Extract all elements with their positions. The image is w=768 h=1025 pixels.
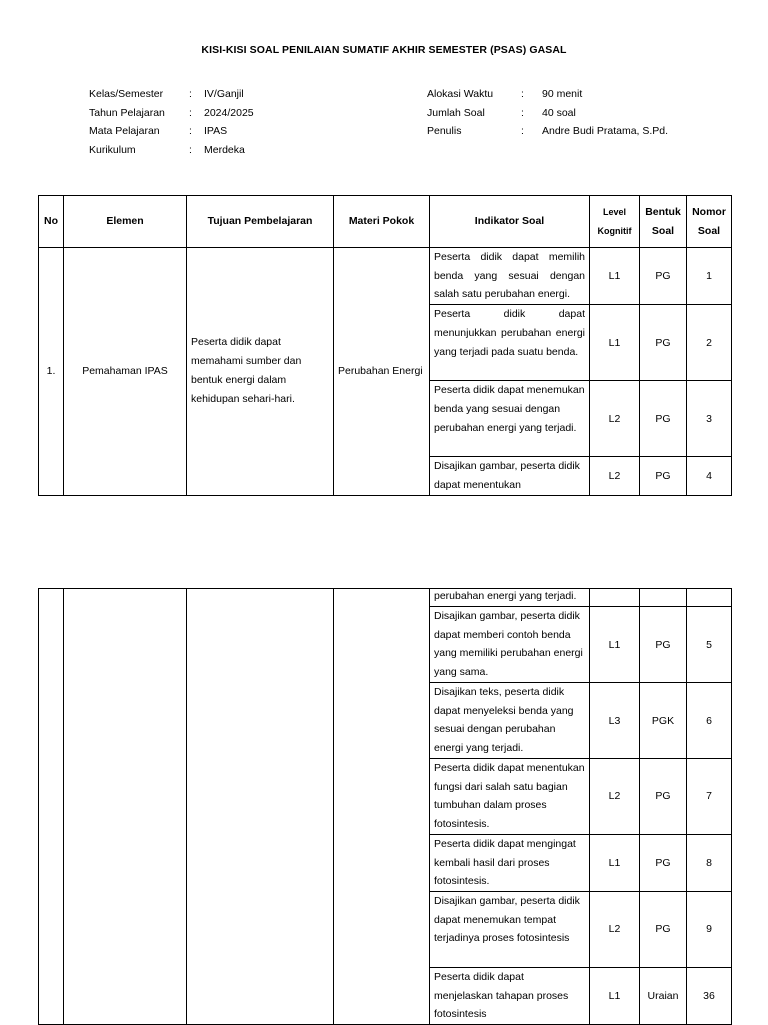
header-bentuk-line1: Bentuk — [645, 206, 681, 218]
cell-level: L1 — [590, 248, 640, 305]
cell-nomor: 8 — [687, 834, 732, 891]
cell-bentuk: PGK — [640, 683, 687, 759]
cell-level-empty — [590, 589, 640, 607]
cell-level: L1 — [590, 834, 640, 891]
cell-nomor: 6 — [687, 683, 732, 759]
meta-label: Alokasi Waktu — [427, 88, 494, 100]
meta-label: Tahun Pelajaran — [89, 106, 165, 119]
cell-nomor: 3 — [687, 381, 732, 457]
cell-indikator: Disajikan gambar, peserta didik dapat memberi contoh benda yang memiliki perubahan energi yang sama. — [430, 607, 590, 683]
cell-no: 1. — [39, 248, 64, 496]
document-title: KISI-KISI SOAL PENILAIAN SUMATIF AKHIR SEMESTER (PSAS) GASAL — [201, 44, 567, 56]
cell-indikator: Disajikan gambar, peserta didik dapat menentukan — [430, 457, 590, 495]
meta-colon: : — [189, 125, 192, 137]
header-materi: Materi Pokok — [334, 196, 430, 248]
meta-colon: : — [521, 88, 524, 100]
cell-nomor: 5 — [687, 607, 732, 683]
cell-level: L1 — [590, 305, 640, 381]
header-elemen: Elemen — [64, 196, 187, 248]
cell-bentuk: PG — [640, 759, 687, 835]
meta-value: Andre Budi Pratama, S.Pd. — [542, 125, 669, 137]
header-no: No — [39, 196, 64, 248]
cell-no-empty — [39, 589, 64, 1025]
cell-materi: Perubahan Energi — [334, 248, 430, 496]
cell-indikator-continuation: perubahan energi yang terjadi. — [430, 589, 590, 607]
cell-bentuk: PG — [640, 457, 687, 495]
cell-materi-empty — [334, 589, 430, 1025]
header-level — [590, 196, 640, 248]
meta-value: IV/Ganjil — [204, 88, 244, 100]
header-tujuan: Tujuan Pembelajaran — [187, 196, 334, 248]
meta-colon: : — [521, 106, 524, 119]
cell-level: L1 — [590, 967, 640, 1024]
meta-colon: : — [189, 106, 192, 119]
meta-label: Mata Pelajaran — [89, 125, 160, 137]
kisi-table-page-1 — [38, 195, 732, 496]
header-bentuk-line2: Soal — [651, 224, 675, 237]
cell-level: L2 — [590, 457, 640, 495]
cell-tujuan: Peserta didik dapat memahami sumber dan bentuk energi dalam kehidupan sehari-hari. — [187, 248, 334, 496]
meta-label: Penulis — [427, 125, 462, 137]
cell-nomor: 1 — [687, 248, 732, 305]
meta-row-kelas — [89, 85, 254, 104]
cell-level: L2 — [590, 381, 640, 457]
cell-bentuk: Uraian — [640, 967, 687, 1024]
cell-bentuk: PG — [640, 248, 687, 305]
cell-tujuan-empty — [187, 589, 334, 1025]
cell-nomor: 4 — [687, 457, 732, 495]
meta-colon: : — [521, 125, 524, 137]
meta-left — [89, 85, 254, 159]
meta-label: Kurikulum — [89, 143, 136, 156]
cell-bentuk: PG — [640, 607, 687, 683]
table-header-row — [39, 196, 732, 248]
header-indikator: Indikator Soal — [430, 196, 590, 248]
cell-nomor: 7 — [687, 759, 732, 835]
cell-indikator: Peserta didik dapat menentukan fungsi dari salah satu bagian tumbuhan dalam proses fotosintesis. — [430, 759, 590, 835]
meta-colon: : — [189, 88, 192, 100]
meta-value: 40 soal — [542, 106, 576, 119]
cell-level: L1 — [590, 607, 640, 683]
cell-bentuk-empty — [640, 589, 687, 607]
meta-value: 2024/2025 — [204, 106, 254, 119]
meta-value: IPAS — [204, 125, 228, 137]
header-nomor-line1: Nomor — [692, 206, 726, 218]
meta-value: Merdeka — [204, 143, 245, 156]
cell-indikator: Peserta didik dapat menjelaskan tahapan proses fotosintesis — [430, 967, 590, 1024]
meta-colon: : — [189, 143, 192, 156]
cell-elemen: Pemahaman IPAS — [64, 248, 187, 496]
meta-row-penulis — [427, 122, 668, 141]
header-level-line1: Level — [602, 207, 626, 217]
meta-value: 90 menit — [542, 88, 583, 100]
cell-nomor-empty — [687, 589, 732, 607]
table-row-continuation — [39, 589, 732, 607]
meta-row-kurikulum — [89, 141, 254, 160]
cell-nomor: 2 — [687, 305, 732, 381]
meta-row-tahun — [89, 104, 254, 123]
cell-indikator: Disajikan gambar, peserta didik dapat menemukan tempat terjadinya proses fotosintesis — [430, 891, 590, 967]
kisi-table-page-2 — [38, 588, 732, 1025]
cell-indikator: Disajikan teks, peserta didik dapat menyeleksi benda yang sesuai dengan perubahan energi yang terjadi. — [430, 683, 590, 759]
meta-right — [427, 85, 668, 141]
meta-row-alokasi — [427, 85, 668, 104]
meta-label: Kelas/Semester — [89, 88, 164, 100]
cell-indikator: Peserta didik dapat mengingat kembali hasil dari proses fotosintesis. — [430, 834, 590, 891]
cell-indikator: Peserta didik dapat memilih benda yang sesuai dengan salah satu perubahan energi. — [430, 248, 590, 305]
header-level-line2: Kognitif — [597, 225, 632, 236]
cell-nomor: 36 — [687, 967, 732, 1024]
cell-bentuk: PG — [640, 891, 687, 967]
meta-row-mapel — [89, 122, 254, 141]
header-nomor — [687, 196, 732, 248]
cell-nomor: 9 — [687, 891, 732, 967]
header-nomor-line2: Soal — [697, 224, 721, 237]
cell-level: L2 — [590, 759, 640, 835]
header-bentuk — [640, 196, 687, 248]
meta-label: Jumlah Soal — [427, 106, 485, 119]
cell-bentuk: PG — [640, 305, 687, 381]
cell-indikator: Peserta didik dapat menunjukkan perubahan energi yang terjadi pada suatu benda. — [430, 305, 590, 381]
cell-indikator: Peserta didik dapat menemukan benda yang sesuai dengan perubahan energi yang terjadi. — [430, 381, 590, 457]
cell-bentuk: PG — [640, 834, 687, 891]
table-row — [39, 248, 732, 305]
meta-row-jumlah — [427, 104, 668, 123]
cell-elemen-empty — [64, 589, 187, 1025]
cell-level: L2 — [590, 891, 640, 967]
cell-level: L3 — [590, 683, 640, 759]
cell-bentuk: PG — [640, 381, 687, 457]
